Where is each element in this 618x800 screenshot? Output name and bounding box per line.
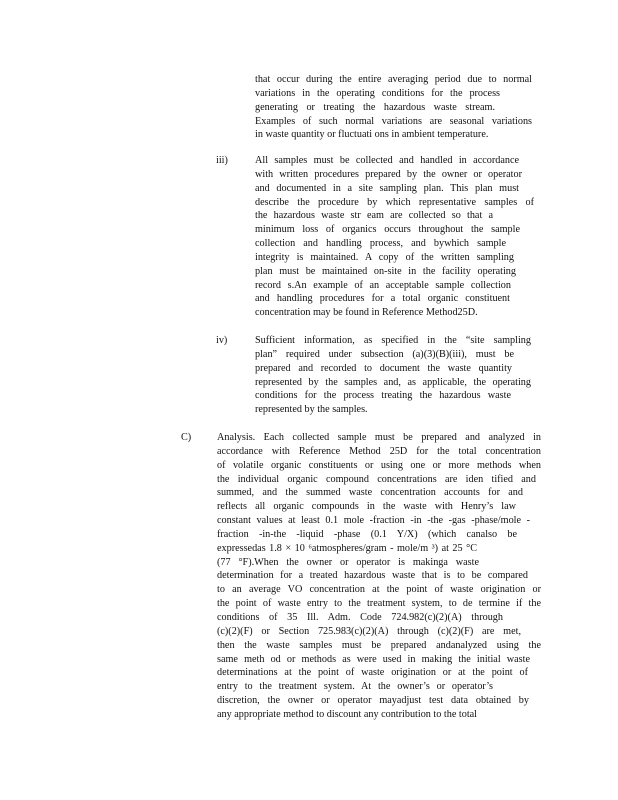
- text-line: variations in the operating conditions for the process: [255, 87, 500, 99]
- text-line: any appropriate method to discount any contribution to the total: [217, 708, 478, 720]
- list-item-iii: [255, 154, 534, 320]
- text-line: record s.An example of an acceptable sample collection: [255, 279, 511, 291]
- section-c-analysis: [217, 431, 541, 722]
- text-line: expressedas 1.8 × 10 ⁶atmospheres/gram - mole/m ³) at 25 °C: [217, 542, 477, 554]
- text-line: integrity is maintained. A copy of the written sampling: [255, 251, 514, 263]
- text-line: to an average VO concentration at the point of waste origination or: [217, 584, 541, 596]
- text-line: in waste quantity or fluctuati ons in ambient temperature.: [255, 129, 489, 141]
- text-line: Analysis. Each collected sample must be prepared and analyzed in: [217, 432, 541, 443]
- text-line: summed, and the summed waste concentration accounts for and: [217, 487, 523, 499]
- text-line: with written procedures prepared by the owner or operator: [255, 168, 522, 180]
- text-line: the point of waste entry to the treatment system, to de termine if the: [217, 598, 541, 610]
- text-line: Sufficient information, as specified in the “site sampling: [255, 335, 531, 346]
- text-line: plan” required under subsection (a)(3)(B)(iii), must be: [255, 348, 514, 360]
- text-line: represented by the samples and, as applicable, the operating: [255, 376, 531, 388]
- text-line: constant values at least 0.1 mole -fraction -in -the -gas -phase/mole -: [217, 515, 530, 527]
- text-line: describe the procedure by which representative samples of: [255, 196, 534, 208]
- text-line: (c)(2)(F) or Section 725.983(c)(2)(A) through (c)(2)(F) are met,: [217, 625, 521, 637]
- continued-paragraph: [255, 73, 532, 142]
- text-line: represented by the samples.: [255, 404, 368, 416]
- list-marker-iii: iii): [216, 155, 228, 166]
- text-line: and documented in a site sampling plan. This plan must: [255, 182, 519, 194]
- text-line: then the waste samples must be prepared andanalyzed using the: [217, 639, 541, 651]
- text-line: prepared and recorded to document the waste quantity: [255, 362, 512, 374]
- text-line: (77 °F).When the owner or operator is makinga waste: [217, 556, 479, 568]
- text-line: fraction -in-the -liquid -phase (0.1 Y/X) (which canalso be: [217, 528, 517, 540]
- text-line: minimum loss of organics occurs throughout the sample: [255, 224, 520, 236]
- text-line: collection and handling process, and bywhich sample: [255, 238, 506, 250]
- text-line: plan must be maintained on-site in the facility operating: [255, 265, 516, 277]
- text-line: entry to the treatment system. At the owner’s or operator’s: [217, 681, 493, 693]
- text-line: same meth od or methods as were used in making the initial waste: [217, 653, 530, 665]
- text-line: and handling procedures for a total organic constituent: [255, 293, 510, 305]
- text-line: that occur during the entire averaging period due to normal: [255, 74, 532, 85]
- text-line: concentration may be found in Reference Method25D.: [255, 307, 478, 319]
- text-line: All samples must be collected and handled in accordance: [255, 155, 519, 166]
- text-line: of volatile organic constituents or using one or more methods when: [217, 459, 541, 471]
- text-line: Examples of such normal variations are seasonal variations: [255, 115, 532, 127]
- text-line: the individual organic compound concentrations are iden tified and: [217, 473, 536, 485]
- text-line: the hazardous waste str eam are collected so that a: [255, 210, 493, 222]
- text-line: accordance with Reference Method 25D for the total concentration: [217, 445, 541, 457]
- text-line: reflects all organic compounds in the waste with Henry’s law: [217, 501, 516, 513]
- text-line: determination for a treated hazardous waste that is to be compared: [217, 570, 528, 582]
- section-marker-c: C): [181, 432, 192, 443]
- text-line: conditions of 35 Ill. Adm. Code 724.982(c)(2)(A) through: [217, 611, 503, 623]
- text-line: determinations at the point of waste origination or at the point of: [217, 667, 528, 679]
- text-line: conditions for the process treating the hazardous waste: [255, 390, 511, 402]
- text-line: discretion, the owner or operator mayadjust test data obtained by: [217, 695, 529, 707]
- list-marker-iv: iv): [216, 335, 228, 346]
- list-item-iv: [255, 334, 531, 417]
- text-line: generating or treating the hazardous waste stream.: [255, 101, 495, 113]
